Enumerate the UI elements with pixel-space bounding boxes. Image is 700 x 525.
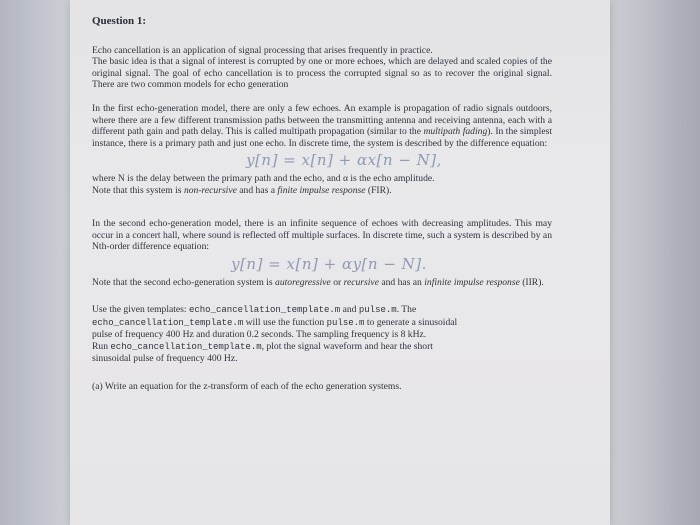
templates-line-3: pulse of frequency 400 Hz and duration 0.2 seconds. The sampling frequency is 8 kHz. <box>92 329 427 341</box>
equation-fir: y[n] = x[n] + αx[n − N], <box>246 151 442 170</box>
document-page <box>70 0 610 525</box>
model2-section <box>92 218 552 288</box>
part-a-question: (a) Write an equation for the z-transform of each of the echo generation systems. <box>92 381 402 393</box>
model1-paragraph: In the first echo-generation model, there are only a few echoes. An example is propagation of radio signals outdoors, where there are a few different transmission paths between the transmitting antenna and receiving antenna, each with a different path gain and path delay. This is called multipath propagation (similar to the multipath fading). In the simplest instance, there is a primary path and just one echo. In discrete time, the system is described by the difference equation: <box>92 102 553 149</box>
templates-section <box>92 304 552 365</box>
templates-line-5: sinusoidal pulse of frequency 400 Hz. <box>92 353 238 365</box>
templates-line-4: Run echo_cancellation_template.m, plot the signal waveform and hear the short <box>92 340 433 352</box>
equation-iir: y[n] = x[n] + αy[n − N]. <box>231 254 427 273</box>
model1-section <box>92 103 552 196</box>
intro-line-1: Echo cancellation is an application of signal processing that arises frequently in practice. <box>92 44 433 56</box>
question-title: Question 1: <box>92 15 147 27</box>
intro-line-2: The basic idea is that a signal of interest is corrupted by one or more echoes, which are delayed and scaled copies of the original signal. The goal of echo cancellation is to process the corrupted signal so as to recover the original signal. There are two common models for echo generation <box>92 56 552 91</box>
model2-note: Note that the second echo-generation system is autoregressive or recursive and has an infinite impulse response (IIR). <box>92 276 544 288</box>
background-shadow-left <box>0 0 78 525</box>
model2-paragraph: In the second echo-generation model, there is an infinite sequence of echoes with decreasing amplitudes. This may occur in a concert hall, where sound is reflected off multiple surfaces. In discrete time, such a system is described by an Nth-order difference equation: <box>92 218 552 253</box>
pulse-filename: pulse.m <box>358 305 397 316</box>
multipath-fading-term: multipath fading <box>423 126 488 138</box>
model1-note-line-2: Note that this system is non-recursive and has a finite impulse response (FIR). <box>92 184 392 196</box>
templates-line-2: echo_cancellation_template.m will use the function pulse.m to generate a sinusoidal <box>92 316 458 328</box>
templates-line-1: Use the given templates: echo_cancellation_template.m and pulse.m. The <box>92 304 417 316</box>
template-filename: echo_cancellation_template.m <box>188 305 341 316</box>
document-content <box>92 14 552 393</box>
intro-paragraph <box>92 45 552 91</box>
model1-note-line-1: where N is the delay between the primary path and the echo, and α is the echo amplitude. <box>92 172 435 184</box>
